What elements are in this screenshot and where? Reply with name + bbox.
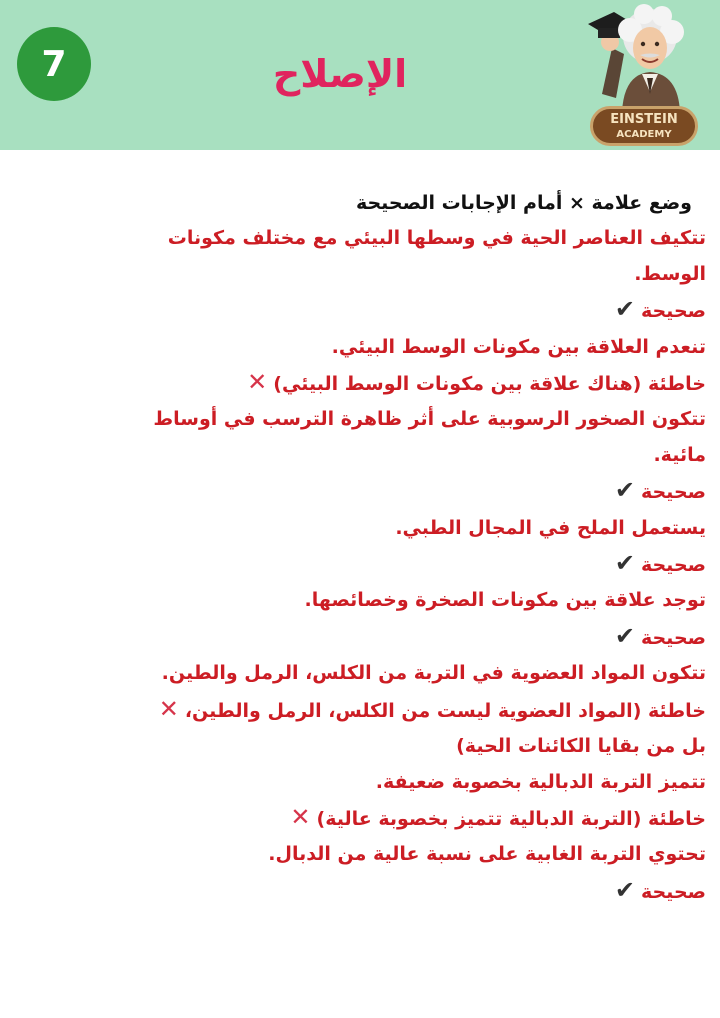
header-banner <box>0 0 720 150</box>
check-icon: ✔ <box>614 549 635 578</box>
statement-5: توجد علاقة بين مكونات الصخرة وخصائصها. <box>304 589 706 612</box>
check-icon: ✔ <box>614 875 635 904</box>
academy-name-plate <box>590 106 698 146</box>
statement-1-part-2: الوسط. <box>634 262 706 285</box>
answer-label: صحيحة <box>640 300 706 323</box>
check-icon: ✔ <box>614 621 635 650</box>
answer-5 <box>106 619 706 656</box>
statement-4: يستعمل الملح في المجال الطبي. <box>395 516 706 539</box>
answer-2 <box>106 365 706 402</box>
statement-7: تتميز التربة الدبالية بخصوبة ضعيفة. <box>375 770 706 793</box>
answer-label: صحيحة <box>640 554 706 577</box>
answer-label: خاطئة (التربة الدبالية تتميز بخصوبة عالية) <box>316 807 706 830</box>
answer-8 <box>106 873 706 910</box>
number-badge: 7 <box>17 27 91 101</box>
answer-label: صحيحة <box>640 880 706 903</box>
logo-line-1: EINSTEIN <box>610 112 678 127</box>
page-title: الإصلاح <box>272 52 408 96</box>
answer-3 <box>106 473 706 510</box>
cross-icon: ✕ <box>290 802 311 831</box>
answer-4 <box>106 546 706 583</box>
answer-label: خاطئة (المواد العضوية ليست من الكلس، الرمل والطين، <box>184 699 706 722</box>
statement-2: تنعدم العلاقة بين مكونات الوسط البيئي. <box>331 335 706 358</box>
instruction-text: وضع علامة × أمام الإجابات الصحيحة <box>355 192 692 214</box>
answer-label: صحيحة <box>640 626 706 649</box>
logo-line-2: ACADEMY <box>616 129 672 140</box>
statement-3-part-2: مائية. <box>653 443 706 466</box>
answer-label: خاطئة (هناك علاقة بين مكونات الوسط البيئي) <box>273 373 706 396</box>
einstein-academy-logo <box>584 2 708 150</box>
answer-1 <box>106 292 706 329</box>
cross-icon: ✕ <box>158 694 179 723</box>
einstein-portrait-icon <box>584 2 708 112</box>
statement-8: تحتوي التربة الغابية على نسبة عالية من الدبال. <box>268 843 706 866</box>
statement-3-part-1: تتكون الصخور الرسوبية على أثر ظاهرة الترسب في أوساط <box>153 408 706 431</box>
answer-7 <box>106 800 706 837</box>
answer-6-part-1 <box>106 692 706 729</box>
answer-label: صحيحة <box>640 481 706 504</box>
answers-content <box>106 186 706 910</box>
statement-1-part-1: تتكيف العناصر الحية في وسطها البيئي مع مختلف مكونات <box>167 227 706 250</box>
cross-icon: ✕ <box>247 368 268 397</box>
check-icon: ✔ <box>614 476 635 505</box>
statement-6: تتكون المواد العضوية في التربة من الكلس، الرمل والطين. <box>161 662 706 685</box>
check-icon: ✔ <box>614 295 635 324</box>
answer-6-part-2: بل من بقايا الكائنات الحية) <box>456 735 706 758</box>
